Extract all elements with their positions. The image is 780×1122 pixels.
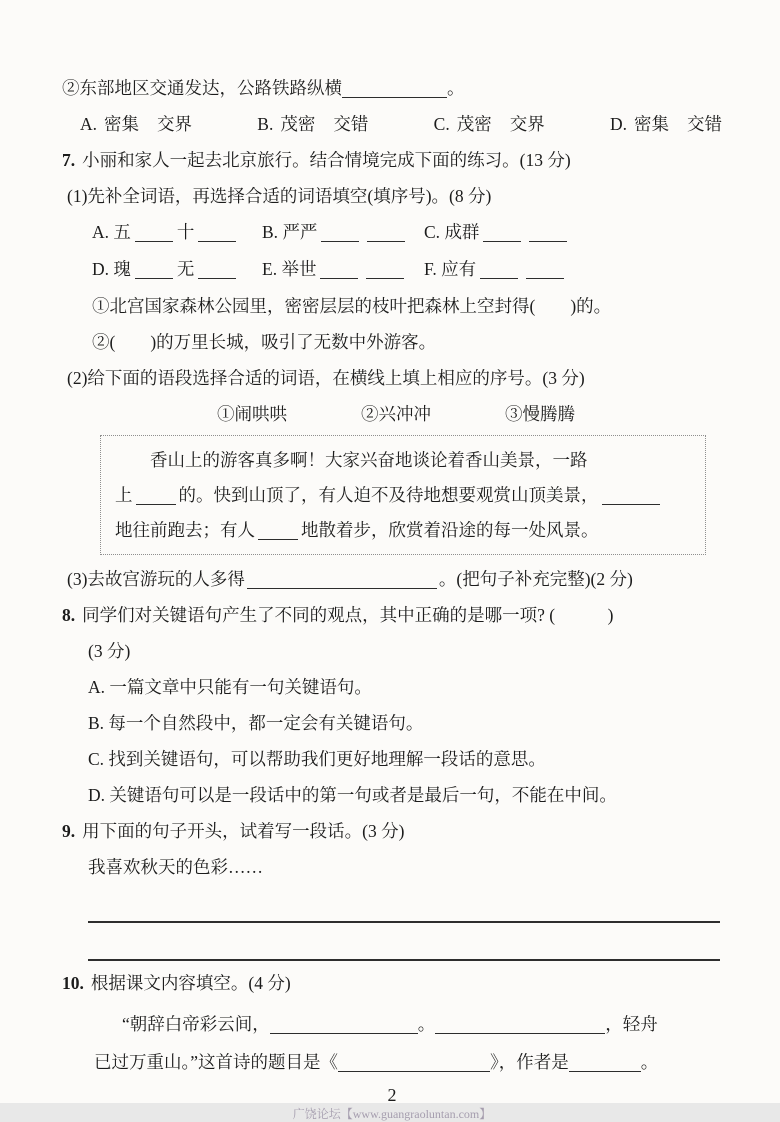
- q8-option-b: B. 每一个自然段中，都一定会有关键语句。: [88, 713, 424, 733]
- answer-blank: [198, 224, 236, 243]
- choice-word: 密集: [634, 114, 669, 134]
- word-item-b: [262, 214, 424, 251]
- q6-choice-a: [80, 106, 192, 142]
- part-text: 给下面的语段选择合适的词语，在横线上填上相应的序号。(3 分): [87, 368, 585, 388]
- passage-text: 地散着步，欣赏着沿途的每一处风景。: [301, 520, 599, 540]
- q6-choice-b: [257, 106, 368, 142]
- answer-blank: [198, 261, 236, 280]
- item-text: 五: [113, 222, 131, 242]
- choice-label: A.: [80, 114, 98, 134]
- poem-text: 》，作者是: [490, 1052, 569, 1072]
- choice-word: 交错: [333, 114, 369, 134]
- answer-blank: [342, 80, 447, 99]
- answer-blank: [270, 1016, 418, 1035]
- answer-blank: [529, 224, 567, 243]
- item-text: 无: [176, 259, 195, 279]
- answer-blank: [136, 487, 176, 506]
- item-text: 瑰: [113, 259, 131, 279]
- q10-stem-row: [62, 965, 722, 1001]
- q6-choice-d: [610, 106, 722, 142]
- item-label: E.: [262, 259, 278, 279]
- q7-stem-row: [62, 142, 722, 178]
- answer-blank: [135, 261, 173, 280]
- q10-poem-line-1: [122, 1005, 722, 1043]
- choice-word: 茂密: [456, 114, 492, 134]
- part-text: 。(把句子补充完整)(2 分): [438, 569, 633, 589]
- q7-part2-choices: [217, 396, 722, 432]
- footer-watermark: 广饶论坛【www.guangraoluntan.com】: [292, 1107, 492, 1121]
- q9-prompt: 我喜欢秋天的色彩……: [88, 857, 263, 877]
- answer-blank: [321, 224, 359, 243]
- choice-word: 交界: [157, 114, 193, 134]
- passage-text: 的。快到山顶了，有人迫不及待地想要观赏山顶美景，: [178, 485, 599, 505]
- answer-blank: [483, 224, 521, 243]
- q9-number: 9.: [62, 821, 76, 841]
- q7-number: 7.: [62, 150, 76, 170]
- q8-stem: 同学们对关键语句产生了不同的观点，其中正确的是哪一项? ( ): [82, 605, 614, 625]
- item-label: F.: [424, 259, 437, 279]
- choice-word: 密集: [104, 114, 140, 134]
- q8-stem-row: [62, 597, 722, 633]
- answer-blank: [435, 1016, 605, 1035]
- q7-stem: 小丽和家人一起去北京旅行。结合情境完成下面的练习。(13 分): [82, 150, 571, 170]
- item-text: 成群: [444, 222, 480, 242]
- word-choice-1: ①闹哄哄: [217, 404, 287, 424]
- choice-label: C.: [433, 114, 450, 134]
- answer-blank: [480, 261, 518, 280]
- word-item-a: [92, 214, 262, 251]
- q6-choices-row: [80, 106, 722, 142]
- word-choice-2: ②兴冲冲: [361, 404, 431, 424]
- q7-part1-label-row: [67, 178, 722, 214]
- passage-text: 上: [115, 485, 133, 505]
- choice-label: B.: [257, 114, 274, 134]
- answer-blank: [367, 224, 405, 243]
- part-label: (2): [67, 368, 88, 388]
- answer-blank: [135, 224, 173, 243]
- passage-text: 地往前跑去；有人: [115, 520, 255, 540]
- choice-word: 交错: [687, 114, 722, 134]
- answer-blank: [366, 261, 404, 280]
- q6-item-2: [62, 70, 722, 106]
- part-text: 去故宫游玩的人多: [87, 569, 228, 589]
- passage-box: [100, 435, 706, 555]
- word-item-c: [424, 214, 722, 251]
- q10-poem-line-2: [94, 1043, 722, 1081]
- q10-number: 10.: [62, 973, 84, 993]
- choice-word: 交界: [509, 114, 545, 134]
- word-item-d: [92, 251, 262, 288]
- q8-option-a: A. 一篇文章中只能有一句关键语句。: [88, 677, 372, 697]
- q7-sentence-2: ②( )的万里长城，吸引了无数中外游客。: [92, 332, 437, 352]
- q8-number: 8.: [62, 605, 76, 625]
- emphasized-char: 得 •: [227, 569, 245, 589]
- item-text: 十: [176, 222, 195, 242]
- word-choice-3: ③慢腾腾: [505, 404, 575, 424]
- poem-text: “朝辞白帝彩云间，: [122, 1014, 270, 1034]
- q10-stem: 根据课文内容填空。(4 分): [90, 973, 291, 993]
- answer-blank: [247, 571, 437, 590]
- q7-part3-row: [67, 561, 722, 597]
- item-label: D.: [92, 259, 110, 279]
- poem-text: ，轻舟: [605, 1014, 658, 1034]
- item-label: A.: [92, 222, 110, 242]
- part-text: 先补全词语，再选择合适的词语填空(填序号)。(8 分): [87, 186, 492, 206]
- item-text: 严严: [282, 222, 318, 242]
- part-label: (3): [67, 569, 88, 589]
- q6-choice-c: [434, 106, 545, 142]
- choice-word: 茂密: [280, 114, 316, 134]
- answer-blank: [569, 1054, 641, 1073]
- q8-option-d: D. 关键语句可以是一段话中的第一句或者是最后一句，不能在中间。: [88, 785, 617, 805]
- q6-item-2-text: ②东部地区交通发达，公路铁路纵横: [62, 78, 342, 98]
- writing-line-2: [88, 923, 720, 961]
- page-number: 2: [387, 1085, 397, 1105]
- writing-line-1: [88, 885, 720, 923]
- word-item-f: [424, 251, 722, 288]
- item-label: C.: [424, 222, 441, 242]
- item-label: B.: [262, 222, 279, 242]
- poem-text: 。: [640, 1052, 659, 1072]
- part-label: (1): [67, 186, 88, 206]
- answer-blank: [338, 1054, 490, 1073]
- q6-item-2-period: 。: [447, 78, 465, 98]
- q8-option-c: C. 找到关键语句，可以帮助我们更好地理解一段话的意思。: [88, 749, 546, 769]
- item-text: 举世: [281, 259, 317, 279]
- q7-sentence-1: ①北宫国家森林公园里，密密层层的枝叶把森林上空封得( )的。: [92, 296, 612, 316]
- answer-blank: [320, 261, 358, 280]
- q9-stem: 用下面的句子开头，试着写一段话。(3 分): [82, 821, 405, 841]
- answer-blank: [602, 487, 660, 506]
- passage-line-1: 香山上的游客真多啊！大家兴奋地谈论着香山美景，一路: [150, 450, 588, 470]
- q7-part2-label-row: [67, 360, 722, 396]
- poem-text: 。: [417, 1014, 436, 1034]
- passage-line-2: [115, 478, 691, 513]
- q9-stem-row: [62, 813, 722, 849]
- item-text: 应有: [441, 259, 477, 279]
- q7-word-items: [92, 214, 722, 288]
- poem-text: 已过万重山。”这首诗的题目是《: [94, 1052, 339, 1072]
- q8-score: (3 分): [88, 641, 131, 661]
- answer-blank: [526, 261, 564, 280]
- word-item-e: [262, 251, 424, 288]
- answer-blank: [258, 522, 298, 541]
- choice-label: D.: [609, 114, 627, 134]
- passage-line-3: [115, 513, 691, 548]
